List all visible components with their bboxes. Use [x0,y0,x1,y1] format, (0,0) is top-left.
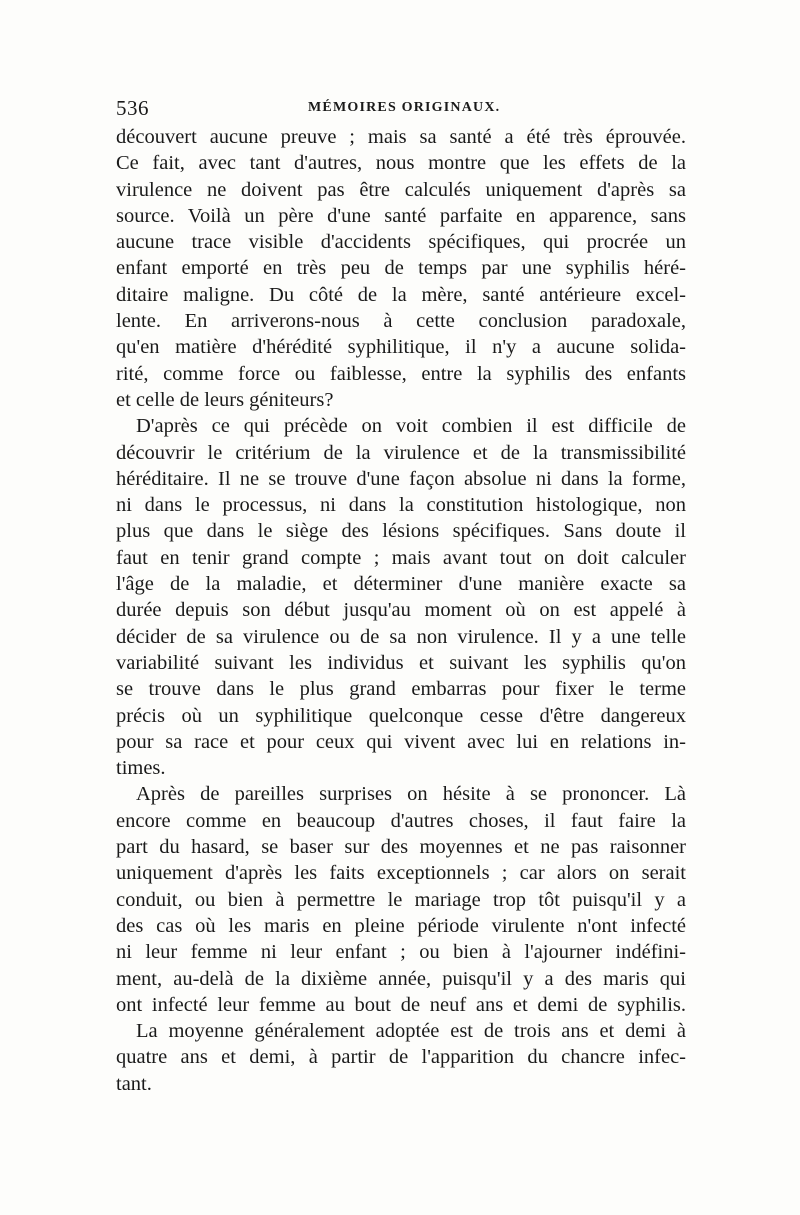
text-line: quatre ans et demi, à partir de l'apparition du chancre infec- [116,1046,686,1069]
text-line: times. [116,757,166,780]
text-line: D'après ce qui précède on voit combien il est difficile de [136,415,686,438]
text-line: des cas où les maris en pleine période virulente n'ont infecté [116,914,686,937]
page-number: 536 [116,96,149,120]
paragraph [116,413,686,781]
text-line: faut en tenir grand compte ; mais avant tout on doit calculer [116,546,686,569]
text-line: La moyenne généralement adoptée est de trois ans et demi à [136,1020,686,1043]
text-line: héréditaire. Il ne se trouve d'une façon absolue ni dans la forme, [116,467,686,490]
body-text [116,124,686,1097]
text-line: découvert aucune preuve ; mais sa santé a été très éprouvée. [116,126,686,148]
text-line: tant. [116,1072,152,1095]
running-head [116,96,686,124]
text-line: virulence ne doivent pas être calculés uniquement d'après sa [116,178,686,201]
paragraph [116,1018,686,1097]
text-line: et celle de leurs géniteurs? [116,388,334,411]
text-line: l'âge de la maladie, et déterminer d'une manière exacte sa [116,573,686,596]
text-line: conduit, ou bien à permettre le mariage trop tôt puisqu'il y a [116,888,686,911]
text-line: qu'en matière d'hérédité syphilitique, il n'y a aucune solida- [116,336,686,359]
text-line: uniquement d'après les faits exceptionnels ; car alors on serait [116,862,686,885]
running-title: MÉMOIRES ORIGINAUX. [308,100,501,115]
text-line: durée depuis son début jusqu'au moment où on est appelé à [116,599,686,622]
text-line: ni leur femme ni leur enfant ; ou bien à l'ajourner indéfini- [116,941,686,964]
text-line: source. Voilà un père d'une santé parfaite en apparence, sans [116,204,686,227]
text-line: enfant emporté en très peu de temps par une syphilis héré- [116,257,686,280]
text-line: précis où un syphilitique quelconque cesse d'être dangereux [116,704,686,727]
text-line: ment, au-delà de la dixième année, puisqu'il y a des maris qui [116,967,686,990]
text-line: plus que dans le siège des lésions spécifiques. Sans doute il [116,520,686,543]
text-line: Après de pareilles surprises on hésite à se prononcer. Là [136,783,686,806]
text-line: aucune trace visible d'accidents spécifiques, qui procrée un [116,231,686,254]
text-line: se trouve dans le plus grand embarras pour fixer le terme [116,678,686,701]
text-line: ont infecté leur femme au bout de neuf ans et demi de syphilis. [116,993,686,1016]
text-line: ni dans le processus, ni dans la constitution histologique, non [116,494,686,517]
text-line: décider de sa virulence ou de sa non virulence. Il y a une telle [116,625,686,648]
text-line: encore comme en beaucoup d'autres choses, il faut faire la [116,809,686,832]
text-line: Ce fait, avec tant d'autres, nous montre que les effets de la [116,152,686,175]
text-line: part du hasard, se baser sur des moyennes et ne pas raisonner [116,836,686,859]
text-line: variabilité suivant les individus et suivant les syphilis qu'on [116,651,686,674]
text-line: rité, comme force ou faiblesse, entre la syphilis des enfants [116,362,686,385]
text-line: lente. En arriverons-nous à cette conclusion paradoxale, [116,310,686,333]
text-line: découvrir le critérium de la virulence et de la transmissibilité [116,441,686,464]
paragraph [116,124,686,413]
text-line: pour sa race et pour ceux qui vivent avec lui en relations in- [116,730,686,753]
text-line: ditaire maligne. Du côté de la mère, santé antérieure excel- [116,283,686,306]
paragraph [116,781,686,1018]
